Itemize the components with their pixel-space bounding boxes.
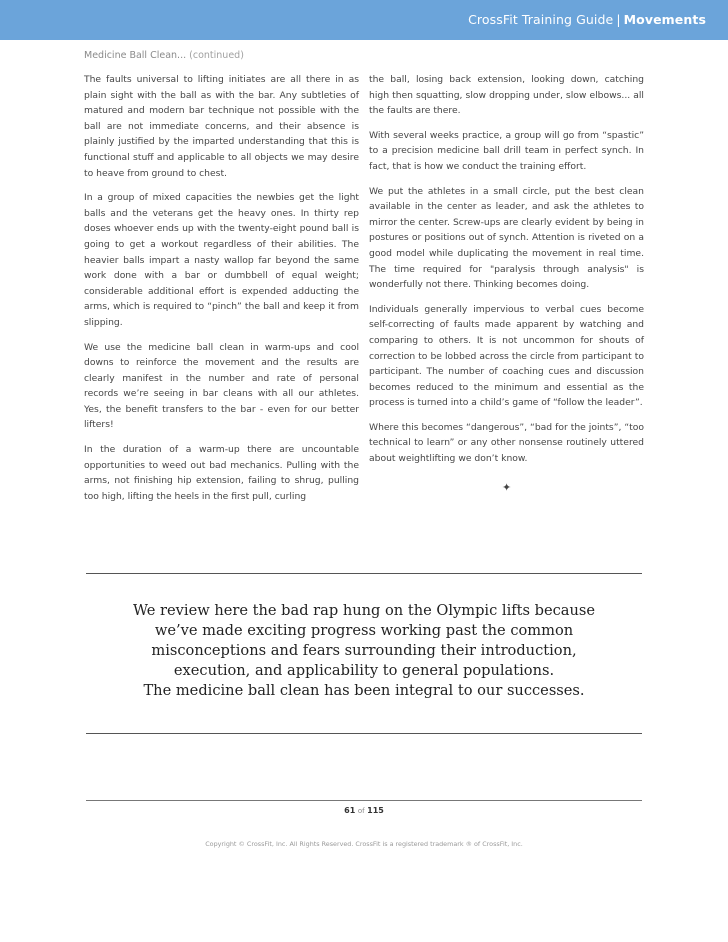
- paragraph: We put the athletes in a small circle, put the best clean available in the center as leader, and ask the athletes to mirror the center. Screw-ups are clearly evident by being in postures or positions out of synch. Attention is riveted on a good model while duplicating the movement in real time. The time required for "paralysis through analysis" is wonderfully not there. Thinking becomes doing.: [369, 185, 644, 291]
- page-number: [0, 806, 728, 815]
- paragraph: The faults universal to lifting initiates are all there in as plain sight with the ball as with the bar. Any subtleties of matured and modern bar technique not possible with the ball are not immediate concerns, and their absence is plainly justified by the imparted understanding that this is functional stuff and applicable to all objects we may desire to heave from ground to chest.: [84, 74, 359, 179]
- pullquote: [86, 601, 642, 701]
- copyright-footer: Copyright © CrossFit, Inc. All Rights Reserved. CrossFit is a registered trademark ® of CrossFit, Inc.: [205, 840, 523, 848]
- guide-title: CrossFit Training Guide: [468, 12, 614, 27]
- section-title: Movements: [623, 12, 706, 27]
- footer-rule: [86, 800, 642, 801]
- paragraph: In the duration of a warm-up there are uncountable opportunities to weed out bad mechanics. Pulling with the arms, not finishing hip extension, failing to shrug, pulling too high, lifting the heels in the first pull, curling: [84, 444, 359, 502]
- paragraph: Where this becomes “dangerous”, “bad for the joints”, “too technical to learn” or any other nonsense routinely uttered about weightlifting we don’t know.: [369, 421, 644, 465]
- pullquote-line: We review here the bad rap hung on the Olympic lifts because: [132, 602, 596, 619]
- pullquote-bottom-rule: [86, 733, 642, 734]
- page-current: 61: [344, 806, 356, 815]
- paragraph: We use the medicine ball clean in warm-ups and cool downs to reinforce the movement and the results are clearly manifest in the number and rate of personal records we’re seeing in bar cleans with all our athletes. Yes, the benefit transfers to the bar - even for our better lifters!: [84, 341, 359, 431]
- right-column: [369, 72, 644, 476]
- pullquote-top-rule: [86, 573, 642, 574]
- left-column: [84, 72, 359, 513]
- pullquote-line: we’ve made exciting progress working past the common: [154, 622, 574, 639]
- article-title: Medicine Ball Clean...: [84, 50, 187, 61]
- end-of-article-icon: ✦: [502, 481, 512, 494]
- header-title: [468, 12, 706, 27]
- pullquote-line: execution, and applicability to general populations.: [173, 662, 555, 679]
- pullquote-line: misconceptions and fears surrounding their introduction,: [151, 642, 577, 659]
- header-separator: |: [616, 12, 621, 27]
- page-of: of: [357, 807, 365, 815]
- paragraph: With several weeks practice, a group will go from “spastic” to a precision medicine ball drill team in perfect synch. In fact, that is how we conduct the training effort.: [369, 129, 644, 172]
- page-total: 115: [367, 806, 384, 815]
- paragraph: Individuals generally impervious to verbal cues become self-correcting of faults made apparent by watching and comparing to others. It is not uncommon for shouts of correction to be lobbed across the circle from participant to participant. The number of coaching cues and discussion becomes reduced to the minimum and essential as the process is turned into a child’s game of “follow the leader”.: [369, 303, 644, 409]
- paragraph: the ball, losing back extension, looking down, catching high then squatting, slow dropping under, slow elbows... all the faults are there.: [369, 74, 644, 117]
- paragraph: In a group of mixed capacities the newbies get the light balls and the veterans get the heavy ones. In thirty rep doses whoever ends up with the twenty-eight pound ball is going to get a workout regardless of their abilities. The heavier balls impart a nasty wallop far beyond the same work done with a bar or dumbbell of equal weight; considerable additional effort is expended adducting the arms, which is required to “pinch” the ball and keep it from slipping.: [84, 192, 359, 328]
- continued-label: (continued): [189, 50, 244, 61]
- article-heading: [84, 50, 244, 61]
- pullquote-line: The medicine ball clean has been integral to our successes.: [143, 682, 585, 699]
